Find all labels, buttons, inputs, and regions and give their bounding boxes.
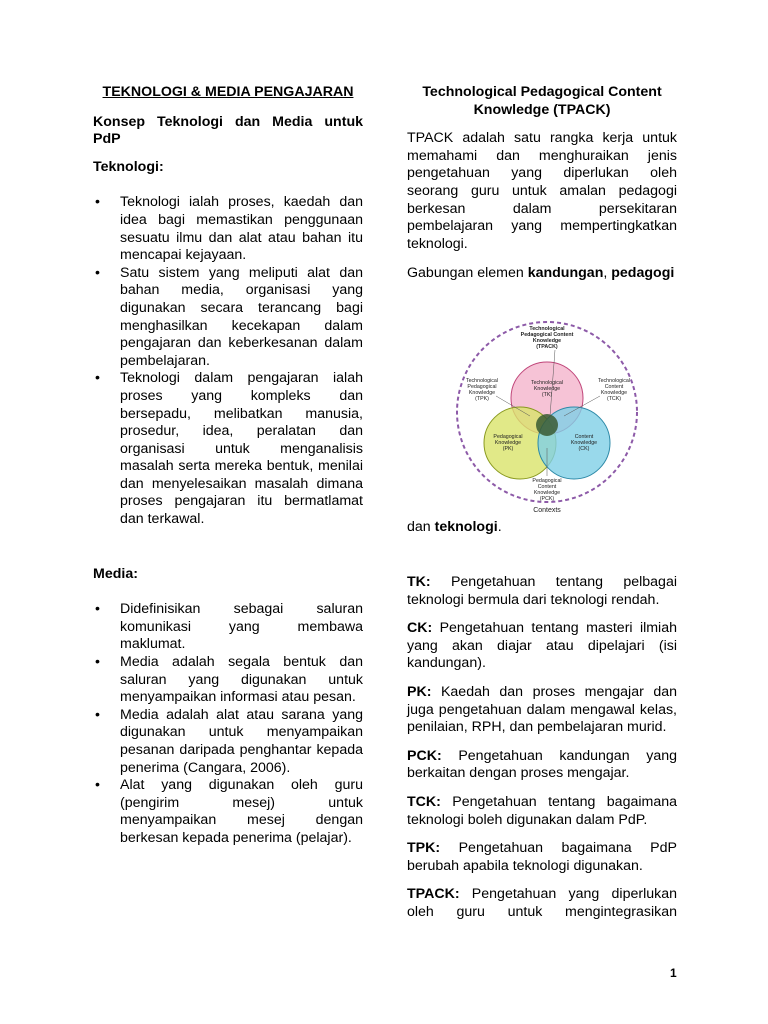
tk-label-3: (TK) [541, 392, 553, 398]
ck-label-1: Content [574, 434, 594, 440]
definition-term: TK: [407, 574, 431, 590]
tpk-label-2: Pedagogical [467, 384, 497, 390]
kandungan-keyword: kandungan [527, 265, 604, 282]
pck-label-4: (PCK) [539, 496, 555, 502]
definitions-block [407, 574, 677, 933]
pck-label-3: Knowledge [533, 490, 561, 496]
tck-label-2: Content [604, 384, 624, 390]
definition-term: PK: [407, 683, 432, 700]
teknologi-keyword: teknologi [434, 519, 498, 535]
list-item: • Teknologi dalam pengajaran ialah proses yang kompleks dan bersepadu, melibatkan manusia, prosedur, idea, peralatan dan organisasi untuk menganalisis masalah serta mereka bentuk, menilai dan menyelesaikan masalah dimana proses pengajaran itu bermatlamat dan terkawal. [93, 370, 363, 528]
tpack-center [536, 414, 558, 436]
definition-term: TCK: [407, 793, 441, 810]
gabungan-prefix: Gabungan elemen [407, 265, 528, 282]
tpack-label-1: Technological [529, 326, 565, 332]
definition-tck [407, 794, 677, 829]
tck-label-4: (TCK) [606, 396, 622, 402]
ck-label-3: (CK) [578, 446, 590, 452]
list-item: • Satu sistem yang meliputi alat dan bahan media, organisasi yang digunakan secara terancang bagi menghasilkan kecekapan dalam pengajaran dan keberkesanan dalam pembelajaran. [93, 265, 363, 371]
ck-label-2: Knowledge [570, 440, 598, 446]
teknologi-list [93, 194, 363, 528]
tpack-title: Technological Pedagogical Content Knowledge (TPACK) [422, 84, 662, 118]
list-item: • Teknologi ialah proses, kaedah dan idea bagi memastikan penggunaan sesuatu ilmu dan alat atau bahan itu mencapai kejayaan. [93, 194, 363, 264]
media-heading: Media: [93, 565, 138, 582]
left-column [93, 84, 363, 848]
teknologi-heading: Teknologi: [93, 158, 164, 175]
tpack-label-3: Knowledge [532, 338, 562, 344]
section-subtitle [93, 114, 363, 149]
dan-teknologi-line [407, 519, 502, 535]
tpack-diagram [454, 308, 640, 518]
tpk-label-1: Technological [465, 378, 499, 384]
list-item: • Media adalah alat atau sarana yang digunakan untuk menyampaikan pesanan daripada penghantar kepada penerima (Cangara, 2006). [93, 707, 363, 777]
main-title: TEKNOLOGI & MEDIA PENGAJARAN [102, 84, 354, 100]
pk-label-3: (PK) [502, 446, 514, 452]
dan-prefix: dan [407, 519, 435, 535]
contexts-label: Contexts [533, 507, 561, 514]
list-item: • Didefinisikan sebagai saluran komunikasi yang membawa maklumat. [93, 601, 363, 654]
tk-label-1: Technological [530, 380, 564, 386]
list-item: • Alat yang digunakan oleh guru (pengirim mesej) untuk menyampaikan mesej dengan berkesan kepada penerima (pelajar). [93, 777, 363, 847]
definition-pck [407, 748, 677, 783]
definition-text: Kaedah dan proses mengajar dan juga pengetahuan dalam mengawal kelas, penilaian, RPH, dan pembelajaran murid. [407, 683, 677, 736]
definition-text: Pengetahuan tentang masteri ilmiah yang akan diajar atau dipelajari (isi kandungan). [407, 620, 677, 672]
media-list [93, 601, 363, 847]
pedagogi-keyword: pedagogi [611, 265, 675, 282]
definition-pk [407, 684, 677, 737]
definition-text: Pengetahuan tentang bagaimana teknologi boleh digunakan dalam PdP. [407, 793, 677, 828]
definition-tpack [407, 886, 677, 921]
definition-tk [407, 574, 677, 609]
pck-label-2: Content [537, 484, 557, 490]
tpk-label-3: Knowledge [468, 390, 496, 396]
list-item: • Media adalah segala bentuk dan saluran yang digunakan untuk menyampaikan informasi atau pesan. [93, 654, 363, 707]
tpack-label-4: (TPACK) [536, 344, 558, 350]
subtitle-line-2: PdP [93, 131, 121, 148]
definition-tpk [407, 840, 677, 875]
tk-label-2: Knowledge [533, 386, 561, 392]
definition-term: TPK: [407, 840, 441, 857]
gabungan-line [407, 265, 677, 283]
definition-text: Pengetahuan tentang pelbagai teknologi bermula dari teknologi rendah. [407, 574, 677, 608]
tpack-intro: TPACK adalah satu rangka kerja untuk memahami dan menghuraikan jenis pengetahuan yang diperlukan oleh seorang guru untuk amalan pedagogi berkesan dalam persekitaran pembelajaran yang mempertingkatkan teknologi. [407, 130, 677, 252]
definition-term: TPACK: [407, 886, 460, 903]
pk-label-1: Pedagogical [493, 434, 523, 440]
gabungan-separator: , [603, 265, 612, 282]
definition-text: Pengetahuan kandungan yang berkaitan dengan proses mengajar. [407, 747, 677, 782]
definition-term: CK: [407, 620, 433, 637]
definition-ck [407, 620, 677, 673]
right-column [407, 84, 677, 295]
page-number: 1 [670, 966, 677, 980]
pck-label-1: Pedagogical [532, 478, 562, 484]
tpk-label-4: (TPK) [475, 396, 489, 402]
definition-text: Pengetahuan bagaimana PdP berubah apabila teknologi digunakan. [407, 840, 677, 874]
tck-label-3: Knowledge [600, 390, 628, 396]
tpack-label-2: Pedagogical Content [520, 332, 574, 338]
definition-term: PCK: [407, 747, 442, 764]
dan-suffix: . [497, 519, 502, 535]
definition-text: Pengetahuan yang diperlukan oleh guru untuk mengintegrasikan [407, 886, 677, 920]
pk-label-2: Knowledge [494, 440, 522, 446]
subtitle-line-1: Konsep Teknologi dan Media untuk [93, 113, 363, 130]
tck-label-1: Technological [597, 378, 631, 384]
